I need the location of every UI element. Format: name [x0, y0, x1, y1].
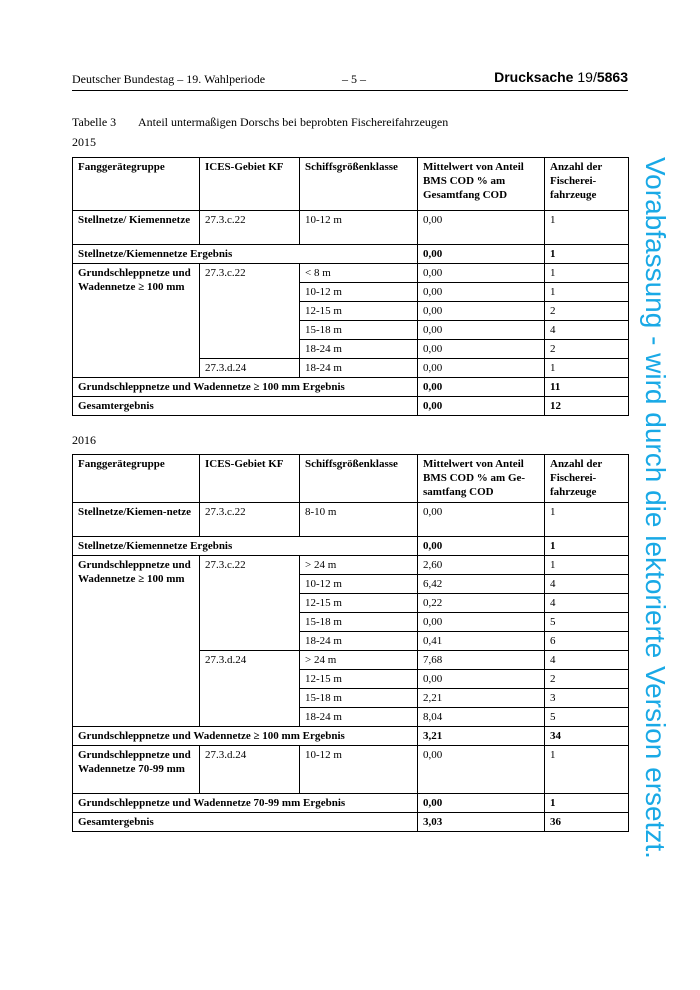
mean-share-cell: 0,00: [418, 359, 545, 378]
grand-total-label: Gesamtergebnis: [73, 397, 418, 416]
vessel-size-cell: 18-24 m: [300, 632, 418, 651]
mean-share-cell: 0,00: [418, 283, 545, 302]
subtotal-label: Stellnetze/Kiemennetze Ergebnis: [73, 537, 418, 556]
column-header: Anzahl der Fischerei-fahrzeuge: [545, 158, 629, 211]
header-parliament: Deutscher Bundestag – 19. Wahlperiode: [72, 72, 266, 86]
grand-total-mean: 0,00: [418, 397, 545, 416]
table-row: [73, 746, 629, 794]
gear-group-cell: Grundschleppnetze und Wadennetze ≥ 100 mm: [73, 556, 200, 727]
subtotal-count: 1: [545, 245, 629, 264]
mean-share-cell: 8,04: [418, 708, 545, 727]
gear-group-cell: Stellnetze/ Kiemennetze: [73, 211, 200, 245]
year-2015-label: 2015: [72, 135, 96, 149]
subtotal-count: 11: [545, 378, 629, 397]
vessel-count-cell: 4: [545, 651, 629, 670]
vessel-size-cell: 10-12 m: [300, 211, 418, 245]
column-header: Mittelwert von Anteil BMS COD % am Gesamtfang COD: [418, 158, 545, 211]
ices-area-cell: 27.3.d.24: [200, 359, 300, 378]
vessel-count-cell: 1: [545, 556, 629, 575]
column-header: ICES-Gebiet KF: [200, 158, 300, 211]
column-header: Fanggerätegruppe: [73, 158, 200, 211]
gear-group-cell: Stellnetze/Kiemen-netze: [73, 503, 200, 537]
subtotal-label: Grundschleppnetze und Wadennetze ≥ 100 mm Ergebnis: [73, 727, 418, 746]
vessel-count-cell: 2: [545, 340, 629, 359]
mean-share-cell: 0,00: [418, 670, 545, 689]
draft-watermark: [625, 113, 685, 903]
grand-total-count: 36: [545, 813, 629, 832]
ices-area-cell: 27.3.d.24: [200, 746, 300, 794]
header-number: 5863: [596, 69, 628, 85]
vessel-size-cell: 15-18 m: [300, 689, 418, 708]
header-page-number: – 5 –: [342, 72, 366, 86]
subtotal-row: [73, 378, 629, 397]
mean-share-cell: 2,60: [418, 556, 545, 575]
watermark-text: Vorabfassung - wird durch die lektorierte Version ersetzt.: [640, 157, 671, 859]
vessel-count-cell: 4: [545, 575, 629, 594]
vessel-size-cell: 18-24 m: [300, 359, 418, 378]
subtotal-label: Grundschleppnetze und Wadennetze 70-99 mm Ergebnis: [73, 794, 418, 813]
grand-total-label: Gesamtergebnis: [73, 813, 418, 832]
mean-share-cell: 0,00: [418, 746, 545, 794]
mean-share-cell: 0,00: [418, 321, 545, 340]
table-2016: [72, 454, 629, 832]
table-row: [73, 503, 629, 537]
vessel-count-cell: 6: [545, 632, 629, 651]
ices-area-cell: 27.3.c.22: [200, 211, 300, 245]
vessel-count-cell: 1: [545, 746, 629, 794]
subtotal-mean: 3,21: [418, 727, 545, 746]
column-header: Fanggerätegruppe: [73, 455, 200, 503]
subtotal-count: 1: [545, 537, 629, 556]
mean-share-cell: 0,41: [418, 632, 545, 651]
mean-share-cell: 0,00: [418, 264, 545, 283]
vessel-count-cell: 5: [545, 708, 629, 727]
table-caption: [72, 115, 448, 130]
vessel-size-cell: 12-15 m: [300, 594, 418, 613]
subtotal-mean: 0,00: [418, 378, 545, 397]
subtotal-count: 34: [545, 727, 629, 746]
vessel-count-cell: 1: [545, 359, 629, 378]
column-header: Anzahl der Fischerei-fahrzeuge: [545, 455, 629, 503]
subtotal-mean: 0,00: [418, 537, 545, 556]
mean-share-cell: 0,00: [418, 211, 545, 245]
vessel-count-cell: 1: [545, 283, 629, 302]
vessel-count-cell: 1: [545, 264, 629, 283]
ices-area-cell: 27.3.c.22: [200, 503, 300, 537]
vessel-size-cell: 15-18 m: [300, 613, 418, 632]
subtotal-row: [73, 537, 629, 556]
table-row: [73, 211, 629, 245]
subtotal-label: Stellnetze/Kiemennetze Ergebnis: [73, 245, 418, 264]
vessel-size-cell: 18-24 m: [300, 708, 418, 727]
column-header: ICES-Gebiet KF: [200, 455, 300, 503]
vessel-count-cell: 5: [545, 613, 629, 632]
table-2015: [72, 157, 629, 416]
column-header: Schiffsgrößenklasse: [300, 158, 418, 211]
year-2016-label: 2016: [72, 433, 96, 447]
subtotal-mean: 0,00: [418, 794, 545, 813]
ices-area-cell: 27.3.c.22: [200, 264, 300, 359]
vessel-count-cell: 2: [545, 302, 629, 321]
ices-area-cell: 27.3.d.24: [200, 651, 300, 727]
vessel-size-cell: > 24 m: [300, 556, 418, 575]
vessel-size-cell: 10-12 m: [300, 575, 418, 594]
gear-group-cell: Grundschleppnetze und Wadennetze ≥ 100 mm: [73, 264, 200, 378]
vessel-count-cell: 4: [545, 594, 629, 613]
vessel-size-cell: 10-12 m: [300, 283, 418, 302]
vessel-count-cell: 1: [545, 211, 629, 245]
column-header: Mittelwert von Anteil BMS COD % am Ge-samtfang COD: [418, 455, 545, 503]
mean-share-cell: 0,00: [418, 613, 545, 632]
vessel-size-cell: 15-18 m: [300, 321, 418, 340]
table-title: Anteil untermaßigen Dorschs bei beprobten Fischereifahrzeugen: [138, 115, 449, 129]
subtotal-label: Grundschleppnetze und Wadennetze ≥ 100 mm Ergebnis: [73, 378, 418, 397]
table-row: [73, 556, 629, 575]
grand-total-mean: 3,03: [418, 813, 545, 832]
header-document-number: [494, 69, 628, 85]
mean-share-cell: 2,21: [418, 689, 545, 708]
page-header: [72, 70, 628, 91]
mean-share-cell: 0,00: [418, 503, 545, 537]
vessel-count-cell: 2: [545, 670, 629, 689]
header-drucksache-label: Drucksache: [494, 69, 574, 85]
table-row: [73, 264, 629, 283]
table-number: Tabelle 3: [72, 115, 117, 129]
subtotal-count: 1: [545, 794, 629, 813]
header-number-prefix: 19/: [577, 69, 597, 85]
mean-share-cell: 0,22: [418, 594, 545, 613]
table-header-row: [73, 158, 629, 211]
subtotal-mean: 0,00: [418, 245, 545, 264]
mean-share-cell: 0,00: [418, 302, 545, 321]
table-header-row: [73, 455, 629, 503]
subtotal-row: [73, 727, 629, 746]
mean-share-cell: 0,00: [418, 340, 545, 359]
vessel-size-cell: 8-10 m: [300, 503, 418, 537]
vessel-size-cell: < 8 m: [300, 264, 418, 283]
grand-total-count: 12: [545, 397, 629, 416]
vessel-count-cell: 4: [545, 321, 629, 340]
subtotal-row: [73, 245, 629, 264]
gear-group-cell: Grundschleppnetze und Wadennetze 70-99 mm: [73, 746, 200, 794]
mean-share-cell: 7,68: [418, 651, 545, 670]
vessel-size-cell: 10-12 m: [300, 746, 418, 794]
vessel-count-cell: 1: [545, 503, 629, 537]
vessel-count-cell: 3: [545, 689, 629, 708]
vessel-size-cell: 12-15 m: [300, 670, 418, 689]
vessel-size-cell: 12-15 m: [300, 302, 418, 321]
mean-share-cell: 6,42: [418, 575, 545, 594]
column-header: Schiffsgrößenklasse: [300, 455, 418, 503]
subtotal-row: [73, 794, 629, 813]
vessel-size-cell: > 24 m: [300, 651, 418, 670]
ices-area-cell: 27.3.c.22: [200, 556, 300, 651]
vessel-size-cell: 18-24 m: [300, 340, 418, 359]
grand-total-row: [73, 813, 629, 832]
grand-total-row: [73, 397, 629, 416]
